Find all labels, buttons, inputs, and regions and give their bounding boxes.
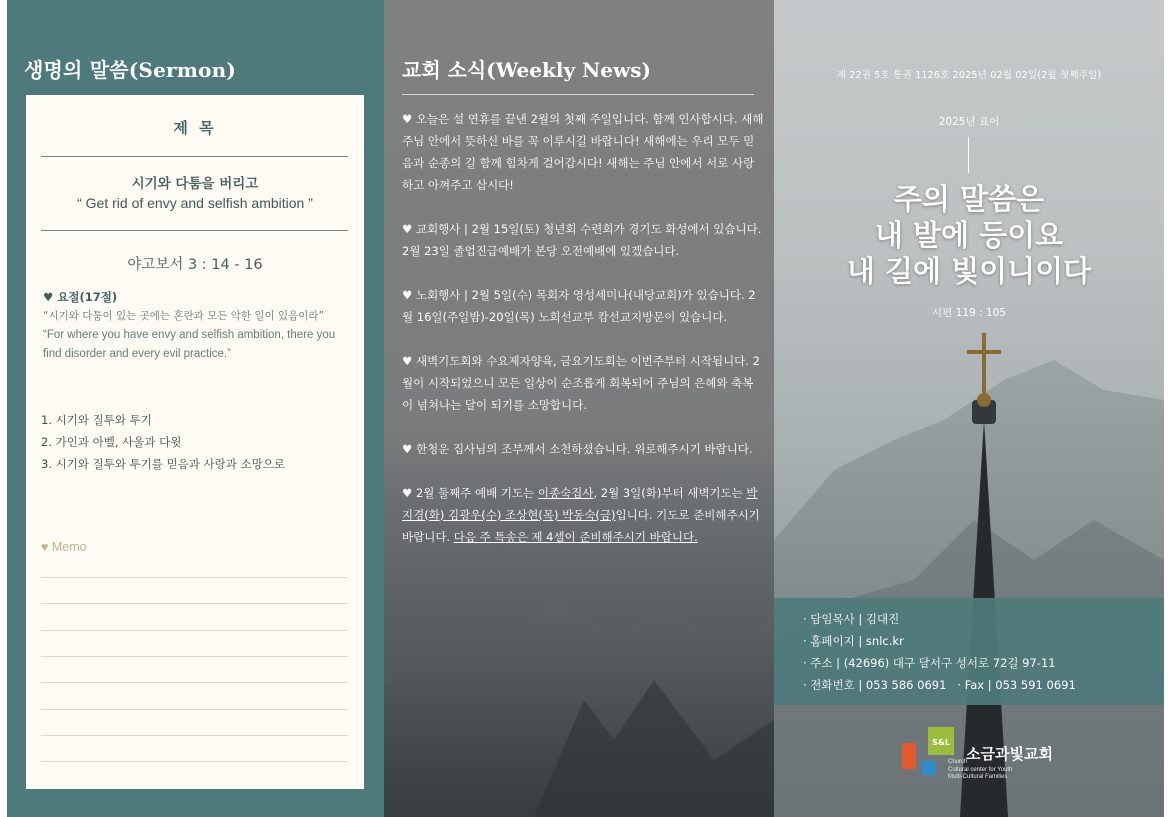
news-highlight: 박지경(화) 김광우(수) 조상현(목) 박동숙(금) xyxy=(402,486,758,522)
church-logo xyxy=(894,725,1074,790)
news-panel xyxy=(384,0,774,817)
logo-sub-line: Church xyxy=(948,759,968,765)
news-panel-title: 교회 소식(Weekly News) xyxy=(402,58,651,82)
motto-line: 내 발에 등이요 xyxy=(874,218,1064,252)
sermon-panel xyxy=(7,0,384,817)
news-text: 입니다. 기도로 준비해주시기 바랍니다. xyxy=(402,508,760,544)
news-item: ♥ 노회행사 | 2월 5일(수) 목회자 영성세미나(내당교회)가 있습니다. 2월 16일(주일밤)-20일(목) 노회선교부 캄선교지방문이 있습니다. xyxy=(402,288,756,324)
sermon-point: 2. 가인과 아벨, 사울과 다윗 xyxy=(41,435,182,449)
divider xyxy=(41,230,348,231)
church-info-list xyxy=(803,608,1076,696)
bulletin-sheet xyxy=(7,0,1164,817)
logo-subtitle xyxy=(948,759,1012,782)
key-verse-english: “For where you have envy and selfish ambition, there you find disorder and every evil practice.” xyxy=(43,329,336,360)
memo-line xyxy=(41,603,348,604)
sermon-point: 1. 시기와 질투와 투기 xyxy=(41,413,152,427)
scripture-reference: 야고보서 3 : 14 - 16 xyxy=(127,257,263,273)
news-item: ♥ 새벽기도회와 수요제자양육, 금요기도회는 이번주부터 시작됩니다. 2월이 시작되었으니 모든 일상이 순조롭게 회복되어 주님의 은혜와 축복이 넘쳐나는 달이 되기를 소망합니다. xyxy=(402,354,760,412)
sermon-title-english: “ Get rid of envy and selfish ambition ” xyxy=(77,195,313,211)
news-item: ♥ 교회행사 | 2월 15일(토) 청년회 수련회가 경기도 화성에서 있습니다. 2월 23일 졸업진급예배가 본당 오전예배에 있겠습니다. xyxy=(402,222,762,258)
memo-line xyxy=(41,761,348,762)
news-highlight: 다음 주 특송은 제 4셀이 준비해주시기 바랍니다. xyxy=(453,530,698,544)
divider xyxy=(41,156,348,157)
news-text: , 2월 3일(화)부터 새벽기도는 xyxy=(593,486,747,500)
news-highlight: 이종숙집사 xyxy=(537,486,594,500)
motto-line: 내 길에 빛이니이다 xyxy=(846,254,1092,288)
year-motto xyxy=(774,181,1164,289)
sermon-points xyxy=(41,409,356,475)
logo-sub-line: Cultural center for Youth xyxy=(948,766,1013,773)
memo-line xyxy=(41,630,348,631)
logo-mark-icon xyxy=(894,725,954,785)
logo-church-name: 소금과빛교회 xyxy=(966,745,1053,763)
card-heading: 제 목 xyxy=(173,119,217,137)
key-verse-label: ♥ 요절(17절) xyxy=(43,290,118,304)
phone-info: · 전화번호 | 053 586 0691 xyxy=(803,678,947,692)
memo-line xyxy=(41,577,348,578)
divider xyxy=(402,94,754,95)
memo-label: ♥ Memo xyxy=(41,540,87,554)
memo-line xyxy=(41,656,348,657)
fax-info: · Fax | 053 591 0691 xyxy=(957,678,1076,692)
news-text: ♥ 2월 둘째주 예배 기도는 xyxy=(402,486,538,500)
news-list xyxy=(402,108,764,570)
divider xyxy=(968,137,969,173)
contact-info xyxy=(803,674,1076,696)
sermon-point: 3. 시기와 질투와 투기를 믿음과 사랑과 소망으로 xyxy=(41,457,285,471)
pastor-info: · 담임목사 | 김대진 xyxy=(803,612,900,626)
motto-line: 주의 말씀은 xyxy=(893,182,1045,216)
address-info: · 주소 | (42696) 대구 달서구 성서로 72길 97-11 xyxy=(803,656,1056,670)
logo-badge: S&L xyxy=(932,738,950,747)
memo-line xyxy=(41,709,348,710)
memo-line xyxy=(41,682,348,683)
cover-panel xyxy=(774,0,1164,817)
key-verse-korean: “시기와 다툼이 있는 곳에는 혼란과 모든 악한 일이 있음이라” xyxy=(43,310,325,322)
sermon-title-korean: 시기와 다툼을 버리고 xyxy=(131,176,259,192)
year-motto-label: 2025년 표어 xyxy=(938,116,1000,128)
sermon-panel-title: 생명의 말씀(Sermon) xyxy=(24,58,237,82)
sermon-card xyxy=(26,95,364,789)
key-verse xyxy=(43,288,353,364)
logo-sub-line: Multi-Cultural Families xyxy=(948,774,1008,780)
motto-reference: 시편 119 : 105 xyxy=(932,307,1006,319)
news-item-prayer xyxy=(402,482,764,548)
church-info-box xyxy=(774,598,1164,705)
homepage-info[interactable]: · 홈페이지 | snlc.kr xyxy=(803,634,904,648)
issue-info: 제 22권 5호 통권 1126호 2025년 02월 02일(2월 첫째주일) xyxy=(836,70,1102,81)
memo-line xyxy=(41,735,348,736)
news-item: ♥ 한청운 집사님의 조부께서 소천하셨습니다. 위로해주시기 바랍니다. xyxy=(402,442,753,456)
news-item: ♥ 오늘은 설 연휴를 끝낸 2월의 첫째 주일입니다. 함께 인사합시다. 새해 주님 안에서 뜻하신 바를 꼭 이루시길 바랍니다! 새해에는 우리 모두 믿음과 순종의 길 함께 힘차게 걸어갑시다! 새해는 주님 안에서 서로 사랑하고 아껴주고 삽시다! xyxy=(402,112,764,192)
